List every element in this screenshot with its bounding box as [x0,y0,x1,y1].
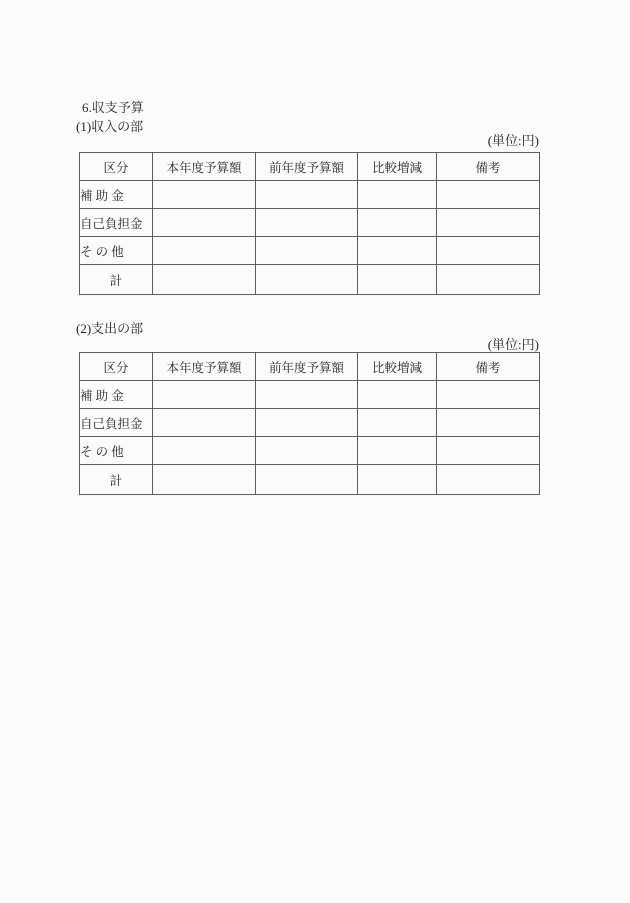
subsection-expenditure-heading: (2)支出の部 [76,321,144,336]
expenditure-row-subsidy [80,381,540,409]
expenditure-col-header-remarks: 備考 [437,353,540,381]
table-cell [358,237,437,265]
expenditure-table [79,352,540,495]
table-cell [153,409,256,437]
row-label-total: 計 [80,265,153,295]
expenditure-row-self-payment [80,409,540,437]
table-cell [256,381,358,409]
table-cell [153,181,256,209]
table-cell [256,437,358,465]
subsection-income-heading: (1)収入の部 [76,119,144,134]
row-label-subsidy: 補 助 金 [80,181,153,209]
income-col-header-comparison: 比較増減 [358,153,437,181]
table-cell [437,237,540,265]
table-cell [358,437,437,465]
row-label-self-payment: 自己負担金 [80,409,153,437]
table-cell [153,437,256,465]
expenditure-col-header-current-year-budget: 本年度予算額 [153,353,256,381]
table-cell [256,265,358,295]
income-table-header-row [80,153,540,181]
expenditure-table-header-row [80,353,540,381]
row-label-other: そ の 他 [80,237,153,265]
row-label-other: そ の 他 [80,437,153,465]
table-cell [358,265,437,295]
expenditure-row-other [80,437,540,465]
table-cell [437,265,540,295]
row-label-total: 計 [80,465,153,495]
table-cell [358,409,437,437]
table-cell [358,465,437,495]
table-cell [153,465,256,495]
table-cell [358,209,437,237]
table-cell [256,181,358,209]
income-row-total [80,265,540,295]
table-cell [437,181,540,209]
row-label-subsidy: 補 助 金 [80,381,153,409]
expenditure-col-header-category: 区分 [80,353,153,381]
expenditure-row-total [80,465,540,495]
table-cell [153,237,256,265]
expenditure-col-header-comparison: 比較増減 [358,353,437,381]
income-row-subsidy [80,181,540,209]
table-cell [437,381,540,409]
table-cell [437,409,540,437]
income-col-header-current-year-budget: 本年度予算額 [153,153,256,181]
income-table [79,152,540,295]
section-title: 6.収支予算 [82,100,144,115]
table-cell [256,209,358,237]
table-cell [358,381,437,409]
table-cell [153,381,256,409]
income-row-self-payment [80,209,540,237]
table-cell [153,265,256,295]
income-col-header-previous-year-budget: 前年度予算額 [256,153,358,181]
unit-label-expenditure: (単位:円) [487,337,539,352]
row-label-self-payment: 自己負担金 [80,209,153,237]
table-cell [437,437,540,465]
table-cell [256,237,358,265]
table-cell [256,409,358,437]
table-cell [437,465,540,495]
income-col-header-category: 区分 [80,153,153,181]
table-cell [358,181,437,209]
income-col-header-remarks: 備考 [437,153,540,181]
table-cell [437,209,540,237]
unit-label-income: (単位:円) [487,133,539,148]
income-row-other [80,237,540,265]
table-cell [153,209,256,237]
expenditure-col-header-previous-year-budget: 前年度予算額 [256,353,358,381]
table-cell [256,465,358,495]
